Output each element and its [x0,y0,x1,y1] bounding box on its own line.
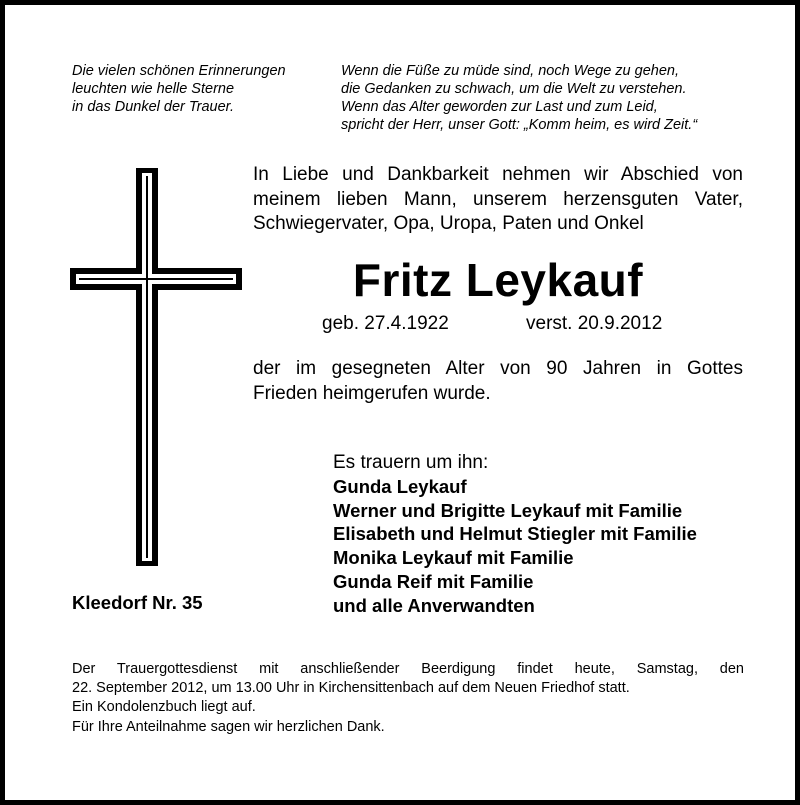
funeral-notes [72,660,744,737]
passed-line: Frieden heimgerufen wurde. [253,382,491,404]
mourners-heading: Es trauern um ihn: [333,452,489,473]
quote-line: in das Dunkel der Trauer. [72,99,234,115]
quote-line: leuchten wie helle Sterne [72,81,235,97]
intro-line: meinem lieben Mann, unserem herzensguten Vater, [253,188,743,210]
quote-line: spricht der Herr, unser Gott: „Komm heim, es wird Zeit.“ [341,117,698,133]
mourner: Monika Leykauf mit Familie [333,547,574,569]
intro-line: Schwiegervater, Opa, Uropa, Paten und Onkel [253,213,644,234]
address: Kleedorf Nr. 35 [72,592,203,613]
quote-line: Die vielen schönen Erinnerungen [72,63,286,79]
mourner: Gunda Reif mit Familie [333,570,534,592]
mourner: Werner und Brigitte Leykauf mit Familie [333,499,683,521]
mourners-list [333,475,697,617]
passed-line: der im gesegneten Alter von 90 Jahren in Gottes [253,358,743,379]
passed-text [253,357,743,406]
mourner: und alle Anverwandten [333,594,535,616]
quote-line: Wenn die Füße zu müde sind, noch Wege zu gehen, [341,63,680,79]
quote-line: die Gedanken zu schwach, um die Welt zu verstehen. [341,81,687,97]
birth-date: geb. 27.4.1922 [322,313,449,334]
intro-text [253,163,743,237]
note-line: 22. September 2012, um 13.00 Uhr in Kirchensittenbach auf dem Neuen Friedhof statt. [72,680,630,697]
quote-left [72,62,286,116]
intro-line: In Liebe und Dankbarkeit nehmen wir Abschied von [253,164,743,185]
mourner: Elisabeth und Helmut Stiegler mit Familie [333,523,697,545]
mourner: Gunda Leykauf [333,476,467,497]
note-line: Der Trauergottesdienst mit anschließender Beerdigung findet heute, Samstag, den [72,661,744,677]
cross-icon [70,168,242,566]
death-date: verst. 20.9.2012 [526,313,663,334]
note-line: Für Ihre Anteilnahme sagen wir herzlichen Dank. [72,718,385,735]
quote-right [341,62,697,134]
quote-line: Wenn das Alter geworden zur Last und zum Leid, [341,99,658,115]
deceased-name: Fritz Leykauf [352,254,644,306]
note-line: Ein Kondolenzbuch liegt auf. [72,699,256,716]
